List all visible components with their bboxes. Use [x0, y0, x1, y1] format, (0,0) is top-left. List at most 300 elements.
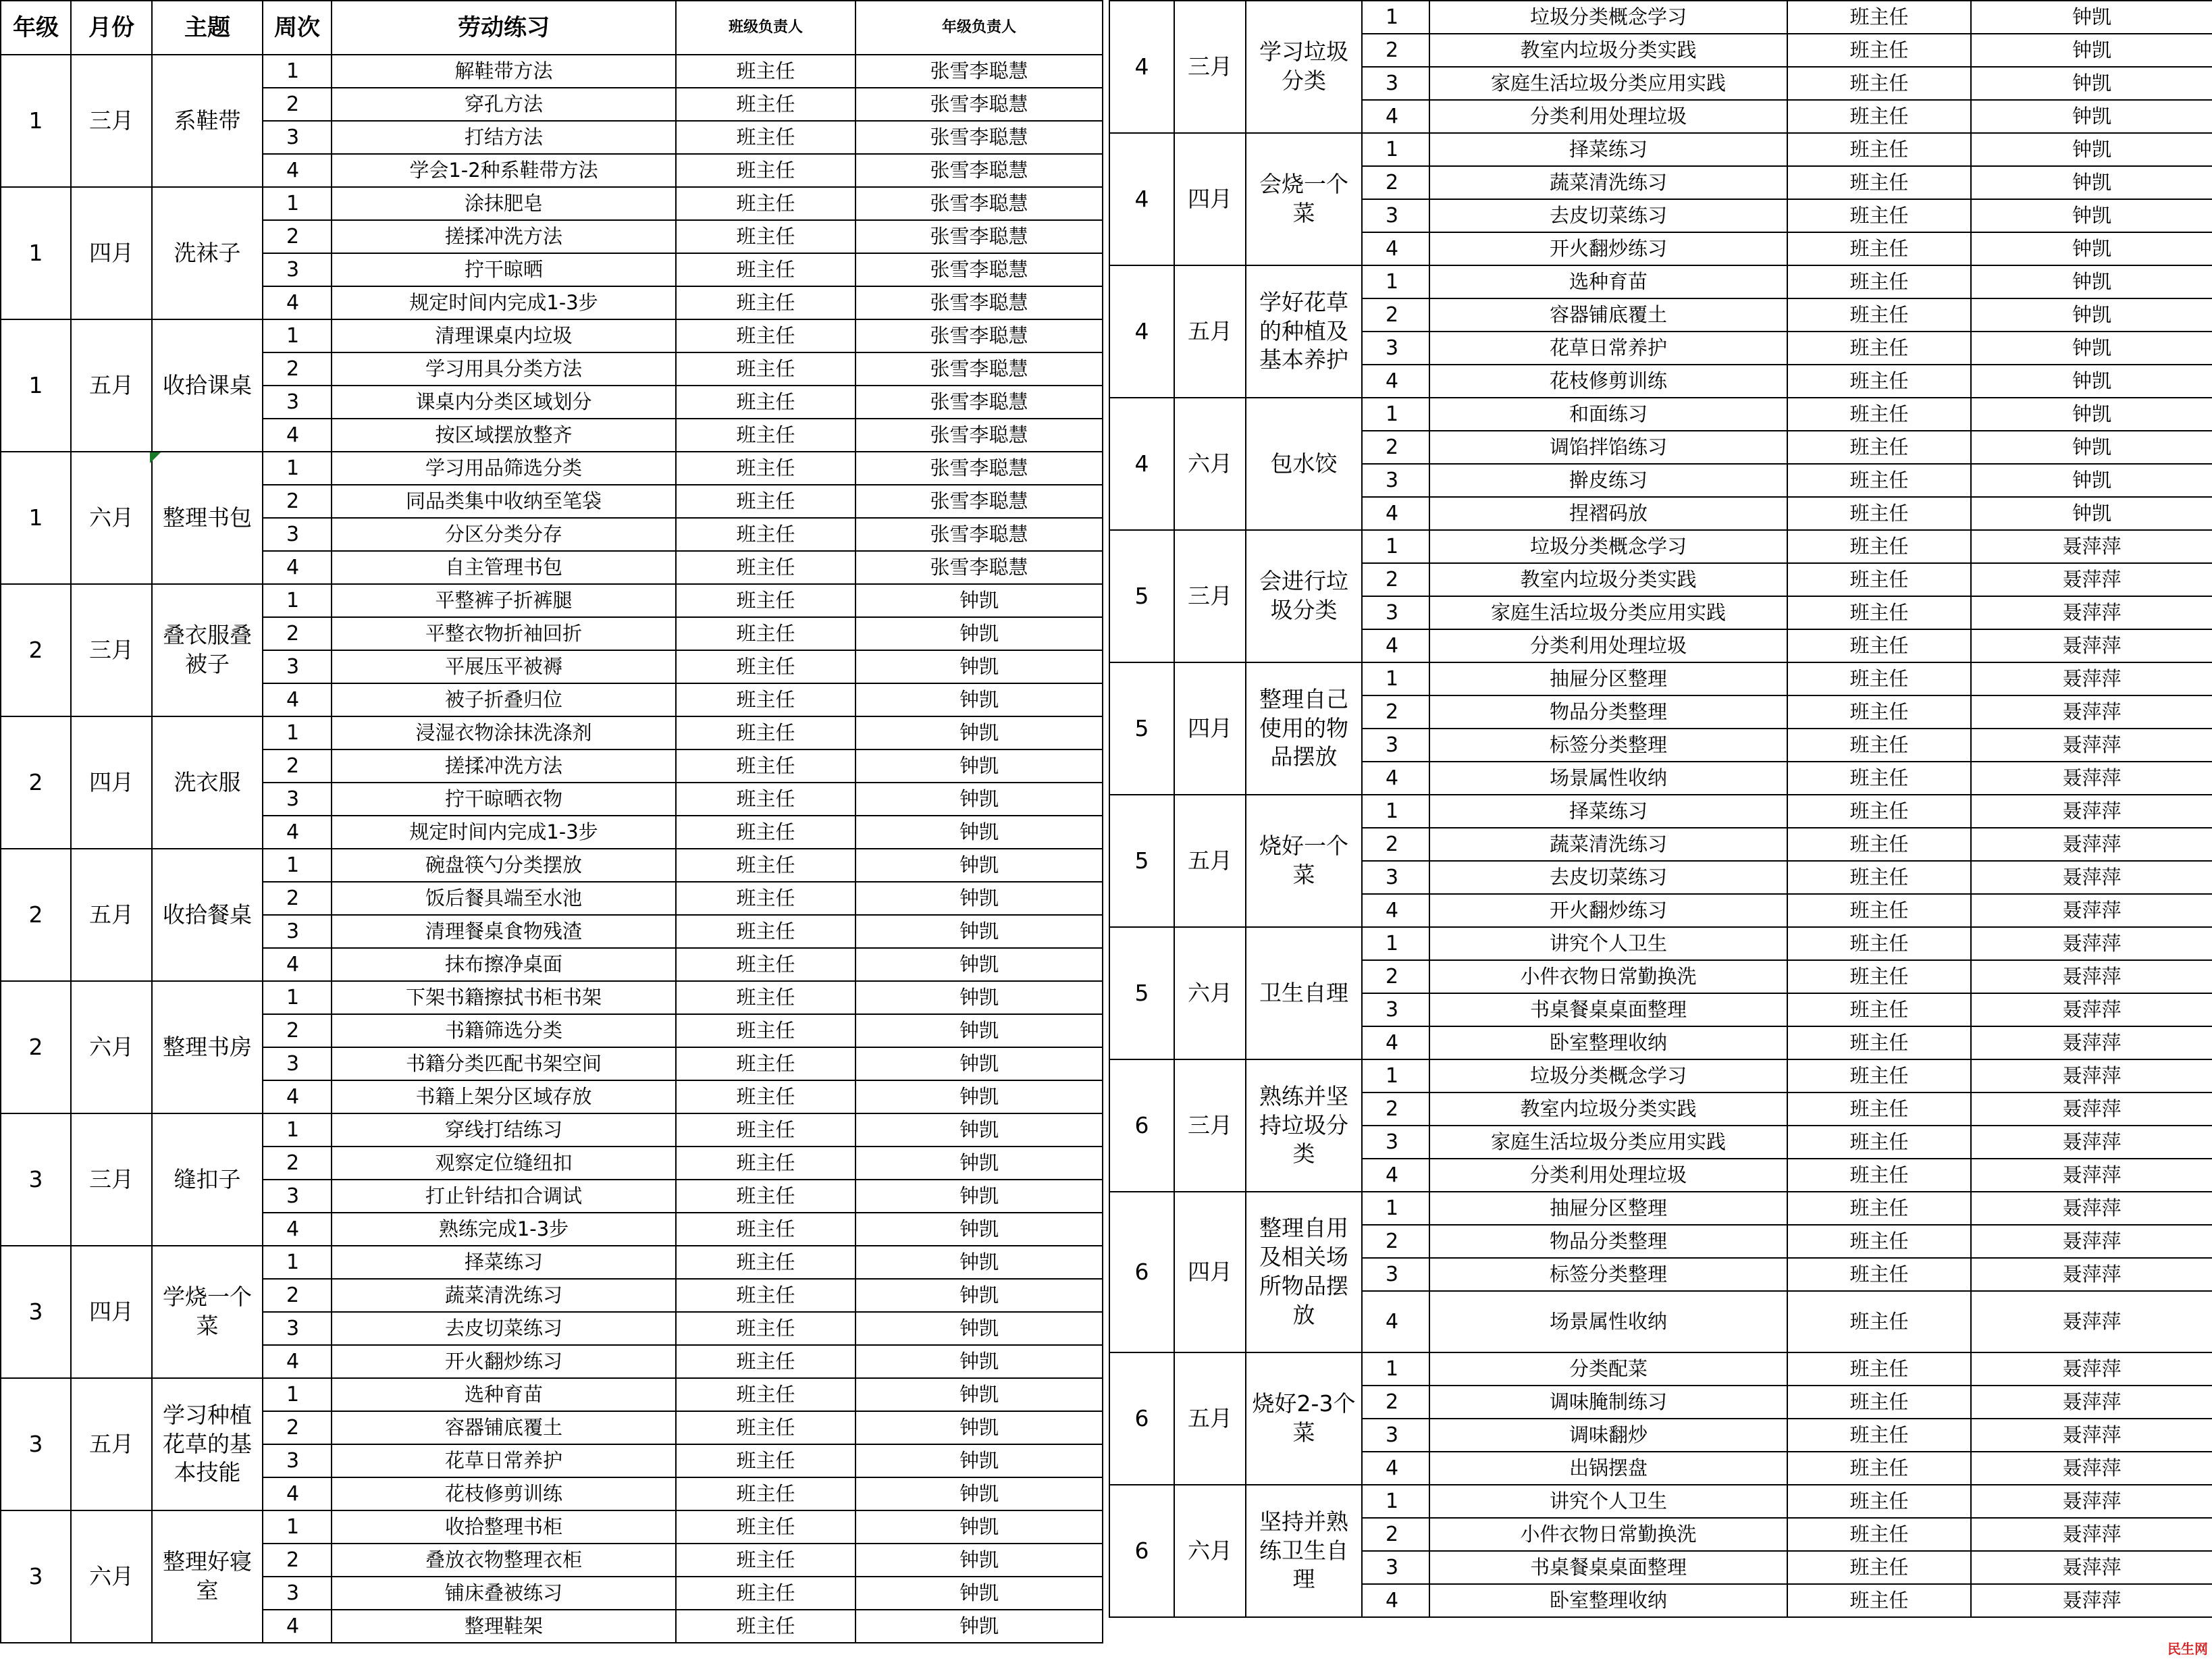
practice-cell: 收拾整理书柜	[332, 1510, 676, 1544]
practice-cell: 调馅拌馅练习	[1429, 431, 1787, 464]
practice-cell: 捏褶码放	[1429, 497, 1787, 530]
practice-cell: 按区域摆放整齐	[332, 419, 676, 452]
grade-cell: 3	[1, 1246, 71, 1378]
practice-cell: 择菜练习	[1429, 795, 1787, 828]
school-person-cell: 班主任	[1787, 464, 1971, 497]
week-cell: 2	[263, 88, 332, 121]
grade-person-cell: 张雪李聪慧	[855, 452, 1103, 485]
week-cell: 4	[1362, 762, 1429, 795]
practice-cell: 场景属性收纳	[1429, 762, 1787, 795]
week-cell: 2	[263, 1411, 332, 1444]
school-person-cell: 班主任	[1787, 729, 1971, 762]
grade-person-cell: 钟凯	[855, 584, 1103, 617]
grade-person-cell: 聂萍萍	[1971, 1026, 2212, 1059]
practice-cell: 标签分类整理	[1429, 1258, 1787, 1291]
grade-cell: 3	[1, 1378, 71, 1510]
practice-cell: 小件衣物日常勤换洗	[1429, 1518, 1787, 1551]
grade-person-cell: 钟凯	[1971, 67, 2212, 100]
school-person-cell: 班主任	[676, 518, 855, 551]
school-person-cell: 班主任	[676, 1345, 855, 1378]
week-cell: 1	[1362, 1352, 1429, 1386]
grade-person-cell: 张雪李聪慧	[855, 154, 1103, 187]
practice-cell: 饭后餐具端至水池	[332, 882, 676, 915]
school-person-cell: 班主任	[676, 617, 855, 650]
school-person-cell: 班主任	[676, 1180, 855, 1213]
school-person-cell: 班主任	[676, 683, 855, 716]
school-person-cell: 班主任	[1787, 563, 1971, 596]
grade-person-cell: 钟凯	[1971, 464, 2212, 497]
week-cell: 3	[263, 386, 332, 419]
grade-person-cell: 钟凯	[1971, 332, 2212, 365]
table-row	[1, 187, 1103, 220]
month-cell: 四月	[1174, 1192, 1246, 1352]
week-cell: 3	[1362, 1258, 1429, 1291]
practice-cell: 规定时间内完成1-3步	[332, 816, 676, 849]
grade-person-cell: 钟凯	[855, 1014, 1103, 1047]
school-person-cell: 班主任	[1787, 1258, 1971, 1291]
week-cell: 2	[263, 1279, 332, 1312]
week-cell: 2	[1362, 563, 1429, 596]
grade-person-cell: 张雪李聪慧	[855, 55, 1103, 88]
grade-person-cell: 钟凯	[855, 783, 1103, 816]
school-person-cell: 班主任	[676, 749, 855, 783]
week-cell: 4	[263, 154, 332, 187]
school-person-cell: 班主任	[1787, 662, 1971, 695]
table-row	[1109, 133, 2212, 166]
grade-person-cell: 钟凯	[855, 683, 1103, 716]
month-cell: 三月	[1174, 1059, 1246, 1192]
grade-person-cell: 钟凯	[855, 1279, 1103, 1312]
practice-cell: 物品分类整理	[1429, 695, 1787, 729]
practice-cell: 平展压平被褥	[332, 650, 676, 683]
grade-cell: 2	[1, 716, 71, 849]
topic-cell: 学习垃圾分类	[1246, 1, 1362, 133]
school-person-cell: 班主任	[676, 253, 855, 286]
week-cell: 1	[1362, 398, 1429, 431]
table-row	[1, 981, 1103, 1014]
practice-cell: 小件衣物日常勤换洗	[1429, 960, 1787, 993]
practice-cell: 书桌餐桌桌面整理	[1429, 993, 1787, 1026]
grade-person-cell: 张雪李聪慧	[855, 419, 1103, 452]
practice-cell: 去皮切菜练习	[332, 1312, 676, 1345]
school-person-cell: 班主任	[1787, 1584, 1971, 1617]
school-person-cell: 班主任	[676, 1477, 855, 1510]
month-cell: 五月	[71, 1378, 152, 1510]
school-person-cell: 班主任	[1787, 265, 1971, 298]
grade-person-cell: 钟凯	[855, 1312, 1103, 1345]
practice-cell: 搓揉冲洗方法	[332, 749, 676, 783]
week-cell: 1	[263, 981, 332, 1014]
grade-person-cell: 张雪李聪慧	[855, 286, 1103, 319]
practice-cell: 被子折叠归位	[332, 683, 676, 716]
practice-cell: 穿线打结练习	[332, 1113, 676, 1147]
topic-cell: 学习种植花草的基本技能	[152, 1378, 263, 1510]
grade-person-cell: 聂萍萍	[1971, 828, 2212, 861]
practice-cell: 容器铺底覆土	[332, 1411, 676, 1444]
school-person-cell: 班主任	[1787, 695, 1971, 729]
month-cell: 五月	[1174, 1352, 1246, 1485]
practice-cell: 课桌内分类区域划分	[332, 386, 676, 419]
week-cell: 3	[263, 121, 332, 154]
grade-person-cell: 聂萍萍	[1971, 1452, 2212, 1485]
week-cell: 2	[263, 617, 332, 650]
table-row	[1109, 1059, 2212, 1092]
week-cell: 2	[1362, 1386, 1429, 1419]
table-row	[1109, 1352, 2212, 1386]
week-cell: 3	[1362, 464, 1429, 497]
week-cell: 2	[1362, 828, 1429, 861]
grade-person-cell: 聂萍萍	[1971, 762, 2212, 795]
school-person-cell: 班主任	[1787, 1485, 1971, 1518]
topic-cell: 系鞋带	[152, 55, 263, 187]
school-person-cell: 班主任	[1787, 960, 1971, 993]
week-cell: 3	[1362, 1126, 1429, 1159]
grade-person-cell: 钟凯	[855, 948, 1103, 981]
schedule-table-right	[1109, 0, 2212, 1618]
school-person-cell: 班主任	[676, 816, 855, 849]
school-person-cell: 班主任	[676, 1147, 855, 1180]
school-person-cell: 班主任	[676, 882, 855, 915]
grade-person-cell: 聂萍萍	[1971, 1092, 2212, 1126]
week-cell: 2	[1362, 960, 1429, 993]
practice-cell: 花草日常养护	[1429, 332, 1787, 365]
grade-person-cell: 聂萍萍	[1971, 629, 2212, 662]
practice-cell: 选种育苗	[1429, 265, 1787, 298]
school-person-cell: 班主任	[1787, 629, 1971, 662]
practice-cell: 场景属性收纳	[1429, 1291, 1787, 1352]
week-cell: 3	[1362, 861, 1429, 894]
grade-person-cell: 聂萍萍	[1971, 1419, 2212, 1452]
grade-cell: 1	[1, 452, 71, 584]
school-person-cell: 班主任	[1787, 1518, 1971, 1551]
school-person-cell: 班主任	[1787, 1159, 1971, 1192]
grade-person-cell: 钟凯	[1971, 133, 2212, 166]
grade-person-cell: 张雪李聪慧	[855, 88, 1103, 121]
practice-cell: 学习用具分类方法	[332, 352, 676, 386]
grade-cell: 4	[1109, 1, 1174, 133]
week-cell: 4	[1362, 1291, 1429, 1352]
school-person-cell: 班主任	[676, 1411, 855, 1444]
table-row	[1, 452, 1103, 485]
school-person-cell: 班主任	[676, 1378, 855, 1411]
table-row	[1, 584, 1103, 617]
month-cell: 六月	[1174, 927, 1246, 1059]
grade-cell: 3	[1, 1113, 71, 1246]
school-person-cell: 班主任	[1787, 1126, 1971, 1159]
grade-person-cell: 钟凯	[1971, 431, 2212, 464]
practice-cell: 熟练完成1-3步	[332, 1213, 676, 1246]
month-cell: 四月	[71, 187, 152, 319]
grade-person-cell: 聂萍萍	[1971, 1159, 2212, 1192]
week-cell: 4	[263, 1345, 332, 1378]
week-cell: 3	[263, 518, 332, 551]
week-cell: 4	[263, 683, 332, 716]
practice-cell: 花草日常养护	[332, 1444, 676, 1477]
grade-person-cell: 张雪李聪慧	[855, 319, 1103, 352]
grade-person-cell: 钟凯	[1971, 199, 2212, 232]
table-row	[1, 1246, 1103, 1279]
grade-person-cell: 钟凯	[855, 1444, 1103, 1477]
header-grade-person: 年级负责人	[855, 1, 1103, 55]
school-person-cell: 班主任	[676, 121, 855, 154]
practice-cell: 蔬菜清洗练习	[1429, 828, 1787, 861]
week-cell: 2	[1362, 298, 1429, 332]
practice-cell: 出锅摆盘	[1429, 1452, 1787, 1485]
week-cell: 4	[1362, 894, 1429, 927]
week-cell: 4	[1362, 365, 1429, 398]
grade-person-cell: 钟凯	[855, 1147, 1103, 1180]
school-person-cell: 班主任	[1787, 1092, 1971, 1126]
grade-person-cell: 聂萍萍	[1971, 729, 2212, 762]
week-cell: 3	[1362, 1419, 1429, 1452]
practice-cell: 整理鞋架	[332, 1610, 676, 1643]
week-cell: 1	[263, 1246, 332, 1279]
practice-cell: 拧干晾晒	[332, 253, 676, 286]
practice-cell: 择菜练习	[332, 1246, 676, 1279]
school-person-cell: 班主任	[1787, 1551, 1971, 1584]
topic-cell: 坚持并熟练卫生自理	[1246, 1485, 1362, 1617]
grade-person-cell: 聂萍萍	[1971, 1352, 2212, 1386]
week-cell: 4	[1362, 1159, 1429, 1192]
topic-cell: 缝扣子	[152, 1113, 263, 1246]
practice-cell: 花枝修剪训练	[1429, 365, 1787, 398]
practice-cell: 选种育苗	[332, 1378, 676, 1411]
grade-person-cell: 钟凯	[1971, 34, 2212, 67]
header-grade: 年级	[1, 1, 71, 55]
table-row	[1, 716, 1103, 749]
school-person-cell: 班主任	[676, 352, 855, 386]
school-person-cell: 班主任	[676, 1014, 855, 1047]
week-cell: 2	[263, 352, 332, 386]
school-person-cell: 班主任	[676, 783, 855, 816]
grade-person-cell: 钟凯	[855, 1544, 1103, 1577]
week-cell: 2	[263, 1014, 332, 1047]
week-cell: 3	[263, 1312, 332, 1345]
school-person-cell: 班主任	[676, 1577, 855, 1610]
practice-cell: 同品类集中收纳至笔袋	[332, 485, 676, 518]
grade-person-cell: 张雪李聪慧	[855, 352, 1103, 386]
month-cell: 六月	[71, 1510, 152, 1643]
grade-cell: 6	[1109, 1192, 1174, 1352]
topic-cell: 学好花草的种植及基本养护	[1246, 265, 1362, 398]
month-cell: 四月	[71, 716, 152, 849]
week-cell: 4	[263, 286, 332, 319]
month-cell: 三月	[71, 584, 152, 716]
school-person-cell: 班主任	[676, 948, 855, 981]
school-person-cell: 班主任	[1787, 1059, 1971, 1092]
grade-person-cell: 聂萍萍	[1971, 960, 2212, 993]
topic-cell: 整理书包	[152, 452, 263, 584]
practice-cell: 书桌餐桌桌面整理	[1429, 1551, 1787, 1584]
school-person-cell: 班主任	[1787, 1, 1971, 34]
grade-person-cell: 钟凯	[1971, 100, 2212, 133]
table-row	[1, 1510, 1103, 1544]
practice-cell: 擀皮练习	[1429, 464, 1787, 497]
grade-person-cell: 聂萍萍	[1971, 861, 2212, 894]
month-cell: 五月	[1174, 265, 1246, 398]
practice-cell: 平整裤子折裤腿	[332, 584, 676, 617]
month-cell: 六月	[1174, 398, 1246, 530]
header-week: 周次	[263, 1, 332, 55]
school-person-cell: 班主任	[1787, 1386, 1971, 1419]
month-cell: 五月	[1174, 795, 1246, 927]
grade-person-cell: 钟凯	[855, 1080, 1103, 1113]
grade-person-cell: 聂萍萍	[1971, 993, 2212, 1026]
header-school-person: 班级负责人	[676, 1, 855, 55]
grade-person-cell: 钟凯	[855, 617, 1103, 650]
school-person-cell: 班主任	[1787, 1026, 1971, 1059]
week-cell: 4	[263, 419, 332, 452]
grade-person-cell: 钟凯	[855, 981, 1103, 1014]
table-row	[1109, 795, 2212, 828]
table-row	[1109, 530, 2212, 563]
month-cell: 六月	[1174, 1485, 1246, 1617]
table-row	[1109, 1485, 2212, 1518]
school-person-cell: 班主任	[676, 1113, 855, 1147]
school-person-cell: 班主任	[676, 88, 855, 121]
grade-cell: 1	[1, 55, 71, 187]
school-person-cell: 班主任	[1787, 1192, 1971, 1225]
grade-person-cell: 钟凯	[855, 650, 1103, 683]
week-cell: 1	[263, 319, 332, 352]
grade-person-cell: 聂萍萍	[1971, 1551, 2212, 1584]
practice-cell: 学会1-2种系鞋带方法	[332, 154, 676, 187]
schedule-table-left	[0, 0, 1103, 1643]
week-cell: 4	[263, 1213, 332, 1246]
topic-cell: 烧好一个菜	[1246, 795, 1362, 927]
practice-cell: 卧室整理收纳	[1429, 1026, 1787, 1059]
grade-person-cell: 钟凯	[855, 716, 1103, 749]
topic-cell: 收拾课桌	[152, 319, 263, 452]
grade-person-cell: 钟凯	[1971, 365, 2212, 398]
practice-cell: 卧室整理收纳	[1429, 1584, 1787, 1617]
week-cell: 3	[1362, 729, 1429, 762]
week-cell: 1	[1362, 530, 1429, 563]
school-person-cell: 班主任	[676, 915, 855, 948]
grade-cell: 2	[1, 849, 71, 981]
practice-cell: 教室内垃圾分类实践	[1429, 563, 1787, 596]
table-row	[1109, 398, 2212, 431]
grade-cell: 4	[1109, 133, 1174, 265]
school-person-cell: 班主任	[1787, 1291, 1971, 1352]
grade-person-cell: 聂萍萍	[1971, 927, 2212, 960]
week-cell: 2	[263, 485, 332, 518]
grade-person-cell: 聂萍萍	[1971, 1291, 2212, 1352]
grade-person-cell: 钟凯	[1971, 166, 2212, 199]
grade-cell: 1	[1, 319, 71, 452]
grade-person-cell: 钟凯	[855, 1047, 1103, 1080]
month-cell: 三月	[1174, 1, 1246, 133]
week-cell: 3	[263, 650, 332, 683]
practice-cell: 择菜练习	[1429, 133, 1787, 166]
grade-cell: 6	[1109, 1485, 1174, 1617]
school-person-cell: 班主任	[676, 452, 855, 485]
week-cell: 3	[263, 1047, 332, 1080]
practice-cell: 解鞋带方法	[332, 55, 676, 88]
school-person-cell: 班主任	[676, 187, 855, 220]
practice-cell: 教室内垃圾分类实践	[1429, 1092, 1787, 1126]
month-cell: 五月	[71, 319, 152, 452]
school-person-cell: 班主任	[676, 849, 855, 882]
grade-cell: 6	[1109, 1059, 1174, 1192]
week-cell: 1	[263, 849, 332, 882]
school-person-cell: 班主任	[676, 1246, 855, 1279]
table-row	[1109, 927, 2212, 960]
week-cell: 2	[1362, 431, 1429, 464]
grade-person-cell: 钟凯	[855, 1378, 1103, 1411]
week-cell: 3	[1362, 1551, 1429, 1584]
practice-cell: 和面练习	[1429, 398, 1787, 431]
grade-person-cell: 钟凯	[855, 849, 1103, 882]
school-person-cell: 班主任	[676, 584, 855, 617]
grade-person-cell: 钟凯	[1971, 1, 2212, 34]
school-person-cell: 班主任	[676, 1312, 855, 1345]
grade-person-cell: 聂萍萍	[1971, 1518, 2212, 1551]
topic-cell: 整理好寝室	[152, 1510, 263, 1643]
practice-cell: 搓揉冲洗方法	[332, 220, 676, 253]
school-person-cell: 班主任	[1787, 232, 1971, 265]
grade-person-cell: 聂萍萍	[1971, 662, 2212, 695]
practice-cell: 学习用品筛选分类	[332, 452, 676, 485]
week-cell: 1	[1362, 662, 1429, 695]
topic-cell: 会进行垃圾分类	[1246, 530, 1362, 662]
topic-cell: 洗袜子	[152, 187, 263, 319]
week-cell: 1	[1362, 1485, 1429, 1518]
grade-person-cell: 钟凯	[855, 1510, 1103, 1544]
school-person-cell: 班主任	[1787, 332, 1971, 365]
school-person-cell: 班主任	[676, 286, 855, 319]
school-person-cell: 班主任	[676, 981, 855, 1014]
practice-cell: 分区分类分存	[332, 518, 676, 551]
school-person-cell: 班主任	[676, 220, 855, 253]
week-cell: 3	[263, 783, 332, 816]
week-cell: 1	[263, 1378, 332, 1411]
school-person-cell: 班主任	[676, 1544, 855, 1577]
school-person-cell: 班主任	[1787, 596, 1971, 629]
week-cell: 1	[1362, 927, 1429, 960]
practice-cell: 家庭生活垃圾分类应用实践	[1429, 596, 1787, 629]
practice-cell: 拧干晾晒衣物	[332, 783, 676, 816]
grade-person-cell: 钟凯	[855, 1411, 1103, 1444]
practice-cell: 垃圾分类概念学习	[1429, 530, 1787, 563]
week-cell: 1	[263, 55, 332, 88]
practice-cell: 书籍分类匹配书架空间	[332, 1047, 676, 1080]
header-row	[1, 1, 1103, 55]
table-row	[1, 1113, 1103, 1147]
table-row	[1, 1378, 1103, 1411]
week-cell: 3	[1362, 199, 1429, 232]
practice-cell: 铺床叠被练习	[332, 1577, 676, 1610]
school-person-cell: 班主任	[1787, 133, 1971, 166]
school-person-cell: 班主任	[676, 1610, 855, 1643]
week-cell: 2	[1362, 695, 1429, 729]
grade-cell: 2	[1, 981, 71, 1113]
grade-cell: 4	[1109, 398, 1174, 530]
month-cell: 五月	[71, 849, 152, 981]
week-cell: 2	[263, 882, 332, 915]
grade-person-cell: 张雪李聪慧	[855, 485, 1103, 518]
grade-person-cell: 张雪李聪慧	[855, 386, 1103, 419]
practice-cell: 开火翻炒练习	[1429, 232, 1787, 265]
grade-person-cell: 聂萍萍	[1971, 1485, 2212, 1518]
practice-cell: 打止针结扣合调试	[332, 1180, 676, 1213]
grade-person-cell: 钟凯	[855, 1246, 1103, 1279]
school-person-cell: 班主任	[676, 1510, 855, 1544]
week-cell: 1	[1362, 1192, 1429, 1225]
practice-cell: 教室内垃圾分类实践	[1429, 34, 1787, 67]
school-person-cell: 班主任	[1787, 1419, 1971, 1452]
school-person-cell: 班主任	[676, 650, 855, 683]
